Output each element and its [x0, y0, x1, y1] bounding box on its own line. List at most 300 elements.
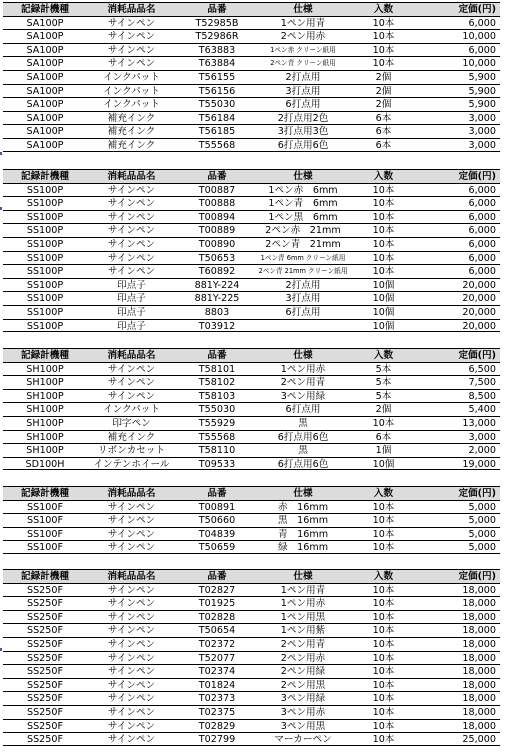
- spec-cell: 6打点用: [285, 99, 321, 111]
- item-name-cell: サインペン: [107, 238, 156, 250]
- quantity-cell: 10本: [372, 252, 395, 264]
- item-name-cell: サインペン: [107, 638, 156, 650]
- quantity-cell: 6本: [375, 112, 392, 124]
- price-cell: 5,400: [468, 404, 496, 416]
- model-cell: SS250F: [26, 598, 63, 610]
- table-row: [3, 583, 500, 597]
- quantity-cell: 10本: [372, 44, 395, 56]
- header-model-cell: 記録計機種: [21, 488, 69, 499]
- model-cell: SS250F: [26, 720, 63, 732]
- table-row: [3, 664, 500, 678]
- part-number-cell: T63884: [198, 58, 236, 70]
- table-row: [3, 43, 500, 57]
- table-row: [3, 678, 500, 692]
- item-name-cell: インテンホイール: [93, 458, 170, 470]
- spec-cell: 6打点用: [285, 404, 321, 416]
- quantity-cell: 10個: [372, 458, 395, 470]
- table-row: [3, 705, 500, 719]
- part-number-cell: T52986R: [195, 31, 239, 43]
- price-cell: 18,000: [462, 598, 496, 610]
- item-name-cell: サインペン: [107, 515, 156, 527]
- part-number-cell: T00890: [198, 238, 236, 250]
- table-row: [3, 138, 500, 152]
- spec-cell: 1ペン赤 6mm: [268, 184, 338, 196]
- item-name-cell: サインペン: [107, 706, 156, 718]
- quantity-cell: 2個: [375, 71, 392, 83]
- item-name-cell: リボンカセット: [97, 445, 166, 457]
- part-number-cell: T01824: [198, 679, 236, 691]
- model-cell: SH100P: [26, 445, 64, 457]
- spec-cell: 1ペン用赤: [280, 598, 326, 610]
- table-row: [3, 637, 500, 651]
- part-number-cell: T02375: [198, 706, 236, 718]
- item-name-cell: サインペン: [107, 652, 156, 664]
- model-cell: SH100P: [26, 431, 64, 443]
- header-item-name-cell: 消耗品品名: [107, 350, 156, 361]
- table-header-row: [3, 569, 500, 583]
- item-name-cell: サインペン: [107, 58, 156, 70]
- spec-cell: 赤 16mm: [277, 501, 329, 513]
- table-row: [3, 362, 500, 376]
- header-price-cell: 定価(円): [458, 350, 496, 361]
- quantity-cell: 10本: [372, 693, 395, 705]
- price-cell: 20,000: [462, 306, 496, 318]
- header-spec-cell: 仕様: [293, 571, 313, 582]
- quantity-cell: 10個: [372, 279, 395, 291]
- header-part-number-cell: 品番: [207, 171, 227, 182]
- price-cell: 18,000: [462, 625, 496, 637]
- model-cell: SS250F: [26, 611, 63, 623]
- edge-mark: [0, 648, 2, 651]
- spec-cell: 1ペン黒 6mm: [268, 211, 338, 223]
- spec-cell: 3ペン用赤: [280, 706, 326, 718]
- item-name-cell: 補充インク: [107, 126, 156, 138]
- part-number-cell: T50660: [198, 515, 236, 527]
- table-row: [3, 402, 500, 416]
- spec-cell: 2打点用: [285, 279, 321, 291]
- part-number-cell: T52985B: [195, 17, 239, 29]
- table-row: [3, 29, 500, 43]
- quantity-cell: 10本: [372, 611, 395, 623]
- price-cell: 5,000: [468, 528, 496, 540]
- part-number-cell: T01925: [198, 598, 236, 610]
- table-row: [3, 56, 500, 70]
- table-row: [3, 416, 500, 430]
- table-row: [3, 124, 500, 138]
- part-number-cell: T56155: [198, 71, 236, 83]
- table-ss100p: [3, 169, 500, 332]
- price-cell: 5,000: [468, 501, 496, 513]
- quantity-cell: 10本: [372, 706, 395, 718]
- price-cell: 18,000: [462, 584, 496, 596]
- table-header-row: [3, 486, 500, 500]
- spec-cell: 緑 16mm: [277, 542, 329, 553]
- part-number-cell: T52077: [198, 652, 236, 664]
- header-price-cell: 定価(円): [458, 4, 496, 15]
- price-cell: 3,000: [468, 126, 496, 138]
- item-name-cell: 補充インク: [107, 431, 156, 443]
- price-cell: 5,900: [468, 71, 496, 83]
- spec-cell: 2ペン用緑: [280, 666, 326, 678]
- spec-cell: 3ペン用緑: [280, 390, 326, 402]
- table-row: [3, 183, 500, 197]
- part-number-cell: T09533: [198, 458, 236, 470]
- quantity-cell: 10本: [372, 17, 395, 29]
- table-row: [3, 251, 500, 265]
- quantity-cell: 2個: [375, 85, 392, 97]
- header-model-cell: 記録計機種: [21, 571, 69, 582]
- part-number-cell: T58101: [198, 363, 236, 375]
- table-row: [3, 319, 500, 333]
- model-cell: SS250F: [26, 625, 63, 637]
- model-cell: SS100P: [26, 238, 64, 250]
- price-cell: 5,000: [468, 542, 496, 553]
- header-item-name-cell: 消耗品品名: [107, 571, 156, 582]
- price-cell: 3,000: [468, 112, 496, 124]
- quantity-cell: 10本: [372, 31, 395, 43]
- spec-cell: マーカーペン: [274, 734, 332, 745]
- part-number-cell: T60892: [198, 266, 236, 278]
- table-row: [3, 732, 500, 746]
- table-row: [3, 196, 500, 210]
- quantity-cell: 5本: [375, 377, 392, 389]
- table-ss100f: [3, 486, 500, 554]
- item-name-cell: サインペン: [107, 734, 156, 745]
- item-name-cell: サインペン: [107, 198, 156, 210]
- price-cell: 2,000: [468, 445, 496, 457]
- table-sh100p: [3, 348, 500, 470]
- quantity-cell: 10本: [372, 542, 395, 553]
- part-number-cell: 8803: [204, 306, 230, 318]
- header-part-number-cell: 品番: [207, 350, 227, 361]
- part-number-cell: T00887: [198, 184, 236, 196]
- model-cell: SA100P: [26, 31, 64, 43]
- spec-cell: 2ペン用青: [280, 638, 326, 650]
- item-name-cell: サインペン: [107, 584, 156, 596]
- part-number-cell: T58102: [198, 377, 236, 389]
- header-model-cell: 記録計機種: [21, 350, 69, 361]
- quantity-cell: 2個: [375, 404, 392, 416]
- quantity-cell: 10本: [372, 198, 395, 210]
- spec-cell: 3ペン用黒: [280, 720, 326, 732]
- price-cell: 6,000: [468, 252, 496, 264]
- model-cell: SA100P: [26, 58, 64, 70]
- quantity-cell: 10本: [372, 625, 395, 637]
- item-name-cell: サインペン: [107, 693, 156, 705]
- header-part-number-cell: 品番: [207, 488, 227, 499]
- price-cell: 8,500: [468, 390, 496, 402]
- item-name-cell: サインペン: [107, 501, 156, 513]
- price-cell: 18,000: [462, 679, 496, 691]
- table-row: [3, 16, 500, 30]
- header-price-cell: 定価(円): [458, 571, 496, 582]
- price-cell: 19,000: [462, 458, 496, 470]
- spec-cell: 1ペン青 6mm: [268, 198, 338, 210]
- header-spec-cell: 仕様: [293, 350, 313, 361]
- spec-cell: 3打点用: [285, 293, 321, 305]
- part-number-cell: T55929: [198, 417, 236, 429]
- price-cell: 18,000: [462, 693, 496, 705]
- price-cell: 18,000: [462, 638, 496, 650]
- model-cell: SS100F: [26, 501, 63, 513]
- price-cell: 20,000: [462, 293, 496, 305]
- quantity-cell: 10本: [372, 515, 395, 527]
- header-model-cell: 記録計機種: [21, 4, 69, 15]
- spec-cell: [258, 320, 348, 332]
- spec-cell: 2ペン赤 21mm: [265, 225, 341, 237]
- table-header-row: [3, 348, 500, 362]
- part-number-cell: T00891: [198, 501, 236, 513]
- table-row: [3, 375, 500, 389]
- spec-cell: 2ペン用黒: [280, 679, 326, 691]
- price-cell: 5,900: [468, 85, 496, 97]
- header-price-cell: 定価(円): [458, 171, 496, 182]
- price-cell: 13,000: [462, 417, 496, 429]
- header-part-number-cell: 品番: [207, 4, 227, 15]
- model-cell: SS250F: [26, 638, 63, 650]
- part-number-cell: T50653: [198, 252, 236, 264]
- table-row: [3, 500, 500, 514]
- quantity-cell: 5本: [375, 390, 392, 402]
- table-row: [3, 527, 500, 541]
- part-number-cell: 881Y-225: [194, 293, 240, 305]
- part-number-cell: T02373: [198, 693, 236, 705]
- spec-cell: 黒: [298, 417, 308, 429]
- quantity-cell: 10本: [372, 638, 395, 650]
- model-cell: SD100H: [25, 458, 65, 470]
- price-cell: 20,000: [462, 320, 496, 332]
- model-cell: SA100P: [26, 112, 64, 124]
- price-cell: 6,000: [468, 266, 496, 278]
- price-cell: 3,000: [468, 139, 496, 151]
- table-ss250f: [3, 569, 500, 746]
- price-cell: 18,000: [462, 611, 496, 623]
- model-cell: SS250F: [26, 584, 63, 596]
- spec-cell: 黒 16mm: [277, 515, 329, 527]
- edge-mark: [0, 152, 2, 155]
- header-part-number-cell: 品番: [207, 571, 227, 582]
- header-model-cell: 記録計機種: [21, 171, 69, 182]
- part-number-cell: T50654: [198, 625, 236, 637]
- price-cell: 10,000: [462, 31, 496, 43]
- quantity-cell: 10本: [372, 58, 395, 70]
- quantity-cell: 10本: [372, 417, 395, 429]
- model-cell: SS100P: [26, 266, 64, 278]
- item-name-cell: サインペン: [107, 211, 156, 223]
- table-row: [3, 210, 500, 224]
- model-cell: SA100P: [26, 126, 64, 138]
- quantity-cell: 10本: [372, 211, 395, 223]
- model-cell: SS100P: [26, 211, 64, 223]
- item-name-cell: 補充インク: [107, 112, 156, 124]
- table-row: [3, 97, 500, 111]
- table-row: [3, 596, 500, 610]
- quantity-cell: 10本: [372, 598, 395, 610]
- item-name-cell: 印字ペン: [112, 417, 151, 429]
- model-cell: SS100F: [26, 528, 63, 540]
- part-number-cell: T00889: [198, 225, 236, 237]
- price-cell: 6,000: [468, 211, 496, 223]
- part-number-cell: T04839: [198, 528, 236, 540]
- item-name-cell: サインペン: [107, 528, 156, 540]
- quantity-cell: 10本: [372, 266, 395, 278]
- item-name-cell: サインペン: [107, 17, 156, 29]
- header-item-name-cell: 消耗品品名: [107, 171, 156, 182]
- price-cell: 6,000: [468, 225, 496, 237]
- item-name-cell: サインペン: [107, 390, 156, 402]
- quantity-cell: 6本: [375, 431, 392, 443]
- model-cell: SS100P: [26, 320, 64, 332]
- table-row: [3, 237, 500, 251]
- quantity-cell: 6本: [375, 126, 392, 138]
- item-name-cell: インクパット: [103, 71, 160, 83]
- table-row: [3, 691, 500, 705]
- spec-cell: 3打点用: [285, 85, 321, 97]
- part-number-cell: T58110: [198, 445, 236, 457]
- model-cell: SS100P: [26, 252, 64, 264]
- item-name-cell: インクパット: [103, 99, 160, 111]
- price-cell: 7,500: [468, 377, 496, 389]
- model-cell: SS250F: [26, 706, 63, 718]
- model-cell: SA100P: [26, 99, 64, 111]
- table-header-row: [3, 169, 500, 183]
- table-header-row: [3, 2, 500, 16]
- quantity-cell: 10本: [372, 528, 395, 540]
- spec-cell: 1ペン赤 クリーン紙用: [270, 45, 336, 54]
- model-cell: SS250F: [26, 652, 63, 664]
- item-name-cell: 補充インク: [107, 139, 156, 151]
- price-cell: 3,000: [468, 431, 496, 443]
- model-cell: SS100P: [26, 225, 64, 237]
- table-row: [3, 223, 500, 237]
- model-cell: SH100P: [26, 363, 64, 375]
- quantity-cell: 5本: [375, 363, 392, 375]
- price-cell: 10,000: [462, 58, 496, 70]
- header-price-cell: 定価(円): [458, 488, 496, 499]
- quantity-cell: 10本: [372, 584, 395, 596]
- price-cell: 6,000: [468, 44, 496, 56]
- item-name-cell: サインペン: [107, 625, 156, 637]
- spec-cell: 6打点用6色: [277, 431, 329, 443]
- quantity-cell: 10個: [372, 320, 395, 332]
- quantity-cell: 10本: [372, 238, 395, 250]
- part-number-cell: T00894: [198, 211, 236, 223]
- part-number-cell: T50659: [198, 542, 236, 553]
- model-cell: SS100P: [26, 279, 64, 291]
- model-cell: SS100P: [26, 293, 64, 305]
- model-cell: SH100P: [26, 390, 64, 402]
- item-name-cell: サインペン: [107, 720, 156, 732]
- table-row: [3, 443, 500, 457]
- spec-cell: 3打点用3色: [277, 126, 329, 138]
- item-name-cell: サインペン: [107, 225, 156, 237]
- header-spec-cell: 仕様: [293, 171, 313, 182]
- spec-cell: 2ペン青 クリーン紙用: [270, 59, 336, 68]
- model-cell: SS100P: [26, 198, 64, 210]
- price-cell: 6,000: [468, 184, 496, 196]
- table-row: [3, 719, 500, 733]
- quantity-cell: 10本: [372, 501, 395, 513]
- quantity-cell: 10本: [372, 652, 395, 664]
- part-number-cell: T02827: [198, 584, 236, 596]
- table-row: [3, 610, 500, 624]
- table-row: [3, 389, 500, 403]
- model-cell: SS100P: [26, 306, 64, 318]
- quantity-cell: 10個: [372, 293, 395, 305]
- item-name-cell: サインペン: [107, 611, 156, 623]
- spec-cell: 6打点用: [285, 306, 321, 318]
- header-quantity-cell: 入数: [373, 171, 394, 182]
- model-cell: SH100P: [26, 404, 64, 416]
- part-number-cell: T02829: [198, 720, 236, 732]
- price-cell: 5,900: [468, 99, 496, 111]
- item-name-cell: サインペン: [107, 598, 156, 610]
- spec-cell: 1ペン用赤: [280, 363, 326, 375]
- price-cell: 18,000: [462, 706, 496, 718]
- header-quantity-cell: 入数: [373, 488, 394, 499]
- part-number-cell: T56156: [198, 85, 236, 97]
- table-row: [3, 623, 500, 637]
- table-sa100p: [3, 2, 500, 152]
- model-cell: SA100P: [26, 44, 64, 56]
- spec-cell: 6打点用6色: [277, 139, 329, 151]
- table-row: [3, 264, 500, 278]
- part-number-cell: T56185: [198, 126, 236, 138]
- model-cell: SS100P: [26, 184, 64, 196]
- spec-cell: 1ペン用青: [280, 17, 326, 29]
- model-cell: SS250F: [26, 666, 63, 678]
- table-row: [3, 651, 500, 665]
- price-cell: 18,000: [462, 720, 496, 732]
- table-row: [3, 70, 500, 84]
- header-item-name-cell: 消耗品品名: [107, 4, 156, 15]
- item-name-cell: サインペン: [107, 31, 156, 43]
- price-cell: 18,000: [462, 652, 496, 664]
- spec-cell: 黒: [298, 445, 308, 457]
- table-row: [3, 540, 500, 554]
- part-number-cell: T55568: [198, 139, 236, 151]
- part-number-cell: 881Y-224: [194, 279, 240, 291]
- header-spec-cell: 仕様: [293, 488, 313, 499]
- model-cell: SS100F: [26, 542, 63, 553]
- spec-cell: 1ペン青 6mm クリーン紙用: [260, 253, 346, 262]
- spec-cell: 3ペン用緑: [280, 693, 326, 705]
- model-cell: SA100P: [26, 71, 64, 83]
- header-quantity-cell: 入数: [373, 571, 394, 582]
- item-name-cell: サインペン: [107, 266, 156, 278]
- part-number-cell: T02374: [198, 666, 236, 678]
- model-cell: SH100P: [26, 417, 64, 429]
- item-name-cell: 印点子: [117, 306, 146, 318]
- quantity-cell: 2個: [375, 99, 392, 111]
- model-cell: SS250F: [26, 734, 63, 745]
- spec-cell: 2打点用: [285, 71, 321, 83]
- part-number-cell: T00888: [198, 198, 236, 210]
- part-number-cell: T02372: [198, 638, 236, 650]
- spec-cell: 2打点用2色: [277, 112, 329, 124]
- model-cell: SS250F: [26, 693, 63, 705]
- model-cell: SH100P: [26, 377, 64, 389]
- model-cell: SA100P: [26, 17, 64, 29]
- item-name-cell: サインペン: [107, 252, 156, 264]
- part-number-cell: T63883: [198, 44, 236, 56]
- item-name-cell: サインペン: [107, 377, 156, 389]
- part-number-cell: T03912: [198, 320, 236, 332]
- price-cell: 25,000: [462, 734, 496, 745]
- table-row: [3, 513, 500, 527]
- quantity-cell: 10本: [372, 720, 395, 732]
- model-cell: SA100P: [26, 85, 64, 97]
